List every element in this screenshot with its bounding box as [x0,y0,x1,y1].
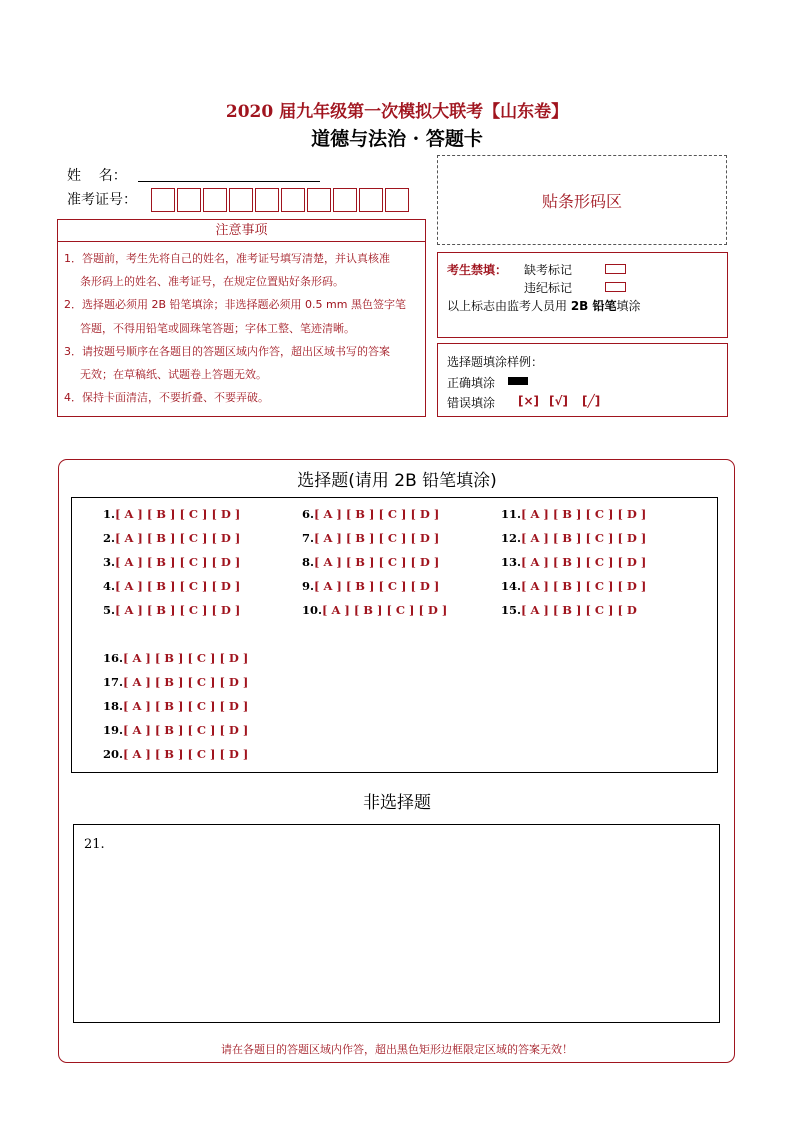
question-options[interactable]: [ A ] [ B ] [ C ] [ D ] [115,531,241,545]
notes-box [57,242,426,417]
note-line: 条形码上的姓名、准考证号，在规定位置贴好条形码。 [80,275,344,289]
footer-warning: 请在各题目的答题区域内作答，超出黑色矩形边框限定区域的答案无效！ [221,1043,573,1056]
absent-mark-box[interactable] [605,264,626,274]
choice-section-title: 选择题(请用 2B 铅笔填涂) [297,471,497,491]
choice-question[interactable] [103,603,240,617]
choice-question[interactable] [501,603,637,617]
forbidden-note-post: 填涂 [616,299,641,313]
question-options[interactable]: [ A ] [ B ] [ C ] [ D ] [314,531,440,545]
question-number: 15. [501,603,522,617]
note-line: 答题，不得用铅笔或圆珠笔答题；字体工整、笔迹清晰。 [80,321,355,335]
fill-sample-box [437,343,728,417]
forbidden-box [437,252,728,338]
choice-question[interactable] [501,579,646,593]
note-line: 4．保持卡面清洁，不要折叠、不要弄破。 [64,391,269,405]
wrong-mark-cross: [×] [518,394,540,408]
notes-title: 注意事项 [57,219,426,242]
id-digit-box[interactable] [359,188,383,212]
choice-question[interactable] [302,603,447,617]
barcode-area-label: 贴条形码区 [541,191,622,211]
id-digit-box[interactable] [333,188,357,212]
choice-question[interactable] [103,579,240,593]
violation-mark-box[interactable] [605,282,626,292]
choice-question[interactable] [103,555,240,569]
choice-question[interactable] [302,555,439,569]
question-number: 6. [302,507,315,521]
id-digit-box[interactable] [229,188,253,212]
choice-question[interactable] [302,531,439,545]
choice-question[interactable] [302,579,439,593]
question-options[interactable]: [ A ] [ B ] [ C ] [ D ] [115,603,241,617]
choice-question[interactable] [103,747,248,761]
name-label: 姓 名： [67,168,127,184]
choice-question[interactable] [103,675,248,689]
question-options[interactable]: [ A ] [ B ] [ C ] [ D ] [521,579,647,593]
question-options[interactable]: [ A ] [ B ] [ C ] [ D ] [123,723,249,737]
forbidden-note-bold: 2B 铅笔 [570,299,617,313]
note-line: 3．请按题号顺序在各题目的答题区域内作答，超出区域书写的答案 [64,344,390,358]
question-number: 1. [103,507,116,521]
choice-question[interactable] [103,507,240,521]
question-options[interactable]: [ A ] [ B ] [ C ] [ D ] [115,579,241,593]
exam-title: 2020 届九年级第一次模拟大联考【山东卷】 [225,102,569,122]
id-digit-box[interactable] [177,188,201,212]
choice-question[interactable] [103,699,248,713]
question-number: 4. [103,579,116,593]
question-number: 17. [103,675,124,689]
question-options[interactable]: [ A ] [ B ] [ C ] [ D ] [115,555,241,569]
id-digit-box[interactable] [281,188,305,212]
question-options[interactable]: [ A ] [ B ] [ C ] [ D ] [521,531,647,545]
correct-fill-label: 正确填涂 [447,376,496,390]
question-number: 10. [302,603,323,617]
note-line: 2．选择题必须用 2B 铅笔填涂；非选择题必须用 0.5 mm 黑色签字笔 [64,298,406,312]
violation-label: 违纪标记 [524,281,573,295]
question-number: 16. [103,651,124,665]
choice-answer-box [71,497,718,773]
exam-id-boxes[interactable] [151,188,411,212]
question-number: 9. [302,579,315,593]
question-options[interactable]: [ A ] [ B ] [ C ] [ D ] [123,747,249,761]
question-number: 11. [501,507,522,521]
question-number: 19. [103,723,124,737]
id-digit-box[interactable] [151,188,175,212]
id-digit-box[interactable] [255,188,279,212]
question-options[interactable]: [ A ] [ B ] [ C ] [ D ] [521,507,647,521]
question-number: 5. [103,603,116,617]
note-line: 无效；在草稿纸、试题卷上答题无效。 [80,368,267,382]
nonchoice-section-title: 非选择题 [363,793,431,813]
card-subtitle: 道德与法治 · 答题卡 [311,128,483,150]
forbidden-note-pre: 以上标志由监考人员用 [447,299,571,313]
fill-sample-title: 选择题填涂样例： [447,355,544,369]
choice-question[interactable] [302,507,439,521]
question-options[interactable]: [ A ] [ B ] [ C ] [ D ] [123,675,249,689]
absent-label: 缺考标记 [524,263,573,277]
wrong-mark-slash: [╱] [582,394,601,408]
note-line: 1．答题前，考生先将自己的姓名，准考证号填写清楚，并认真核准 [64,252,390,265]
choice-question[interactable] [501,507,646,521]
id-digit-box[interactable] [203,188,227,212]
question-number: 2. [103,531,116,545]
question-number: 14. [501,579,522,593]
forbidden-label: 考生禁填： [447,263,508,277]
question-number: 13. [501,555,522,569]
wrong-fill-label: 错误填涂 [447,396,496,410]
question-options[interactable]: [ A ] [ B ] [ C ] [ D ] [314,555,440,569]
question-options[interactable]: [ A ] [ B ] [ C ] [ D ] [123,699,249,713]
forbidden-note [447,297,641,314]
question-options[interactable]: [ A ] [ B ] [ C ] [ D ] [322,603,448,617]
question-number: 12. [501,531,522,545]
correct-fill-sample [508,377,528,385]
q21-answer-box[interactable] [73,824,720,1023]
question-number: 7. [302,531,315,545]
question-options[interactable]: [ A ] [ B ] [ C ] [ D [521,603,637,617]
choice-question[interactable] [103,651,248,665]
question-options[interactable]: [ A ] [ B ] [ C ] [ D ] [115,507,241,521]
barcode-area[interactable] [437,155,727,245]
name-input-line[interactable] [138,180,320,182]
question-options[interactable]: [ A ] [ B ] [ C ] [ D ] [123,651,249,665]
question-options[interactable]: [ A ] [ B ] [ C ] [ D ] [314,579,440,593]
question-options[interactable]: [ A ] [ B ] [ C ] [ D ] [314,507,440,521]
exam-id-label: 准考证号： [67,192,137,208]
choice-question[interactable] [103,723,248,737]
question-number: 18. [103,699,124,713]
question-options[interactable]: [ A ] [ B ] [ C ] [ D ] [521,555,647,569]
wrong-mark-check: [√] [549,394,568,408]
question-number: 8. [302,555,315,569]
question-number: 3. [103,555,116,569]
choice-question[interactable] [501,555,646,569]
id-digit-box[interactable] [307,188,331,212]
choice-question[interactable] [501,531,646,545]
choice-question[interactable] [103,531,240,545]
question-number: 20. [103,747,124,761]
id-digit-box[interactable] [385,188,409,212]
q21-label: 21. [84,837,105,852]
